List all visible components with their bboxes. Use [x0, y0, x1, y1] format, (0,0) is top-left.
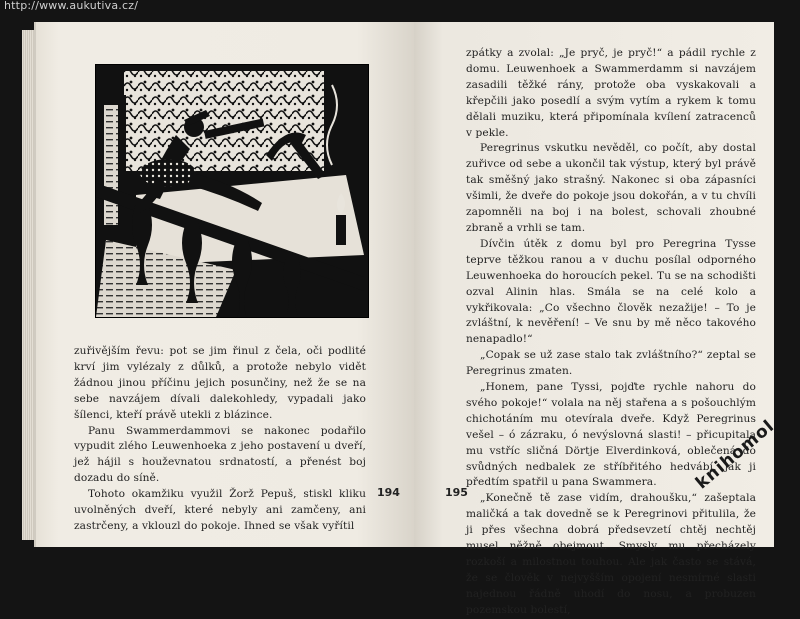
paragraph: Dívčin útěk z domu byl pro Peregrina Tysse teprve těžkou ranou a v duchu posílal odporného Leuwenhoeka do horoucích pekel. Tu se na schodišti ozval Alinin hlas. Smála se na celé kolo a vykřikovala: „Co všechno člověk nezažije! – To je zvláštní, k nevěření! – Ve snu by mě něco takového nenapadlo!“: [466, 237, 756, 346]
paragraph: „Copak se už zase stalo tak zvláštního?“ zeptal se Peregrinus zmaten.: [466, 349, 756, 378]
open-book: [22, 22, 774, 616]
page-number: 194: [377, 486, 400, 499]
paragraph: „Konečně tě zase vidím, drahoušku,“ zašeptala maličká a tak dovedně se k Peregrinovi přitulila, že ji přes všechna dobrá předsevzetí chtěj nechtěj musel něžně obejmout. Smysly mu přecházely rozkoší a milostnou touhou. Ale jak často se stává, že se člověk v nejvyšším opojení nesmírné slasti najednou řádně uhodí do nosu, a probuzen pozemskou bolestí,: [466, 492, 756, 616]
paragraph: Peregrinus vskutku nevěděl, co počít, aby dostal zuřivce od sebe a ukončil tak výstup, který byl právě tak směšný jako strašný. Nakonec si oba zápasníci všimli, že dveře do pokoje jsou dokořán, a v tu chvíli zapomněli na boj i na bolest, schovali zhoubné zbraně a vrhli se tam.: [466, 142, 756, 234]
watermark-url: http://www.aukutiva.cz/: [4, 0, 139, 12]
woodcut-illustration: [95, 64, 369, 318]
page-number: 195: [445, 486, 468, 499]
watermark-stamp: knihomol: [692, 416, 779, 494]
paragraph: zuřivějším řevu: pot se jim řinul z čela, oči podlité krví jim vylézaly z důlků, a protože nebylo vidět žádnou jinou příčinu jejich posunčiny, než že se na sebe navzájem dívali dalekohledy, vypadali jako šílenci, kteří právě utekli z blázince.: [74, 345, 366, 421]
paragraph: zpátky a zvolal: „Je pryč, je pryč!“ a pádil rychle z domu. Leuwenhoek a Swammerdamm si navzájem zasadili těžké rány, protože oba vyskakovali a křepčili jako posedlí a svým vytím a rykem k tomu dělali muziku, která připomínala kvílení zatracenců v pekle.: [466, 47, 756, 139]
left-page: [34, 22, 414, 547]
paragraph: Tohoto okamžiku využil Žorž Pepuš, stiskl kliku uvolněných dveří, které nebyly ani zamčeny, ani zastrčeny, a vklouzl do pokoje. Ihned se však vyřítil: [74, 488, 366, 532]
paragraph: Panu Swammerdammovi se nakonec podařilo vypudit zlého Leuwenhoeka z jeho postavení u dveří, jež hájil s houževnatou srdnatostí, a přenést boj dozadu do síně.: [74, 424, 366, 485]
left-page-text: [74, 344, 366, 535]
right-page-text: [466, 46, 756, 619]
paragraph: „Honem, pane Tyssi, pojďte rychle nahoru do svého pokoje!“ volala na něj stařena a s pošouchlým chichotáním mu otevírala dveře. Když Peregrinus vešel – ó zázraku, ó nevýslovná slasti! – přicupitala mu vstříc sličná Dörtje Elverdinková, oblečená do svůdných nedbalek ze stříbřitého hedvábí, jak ji předtím spatřil u pana Swammera.: [466, 381, 756, 489]
